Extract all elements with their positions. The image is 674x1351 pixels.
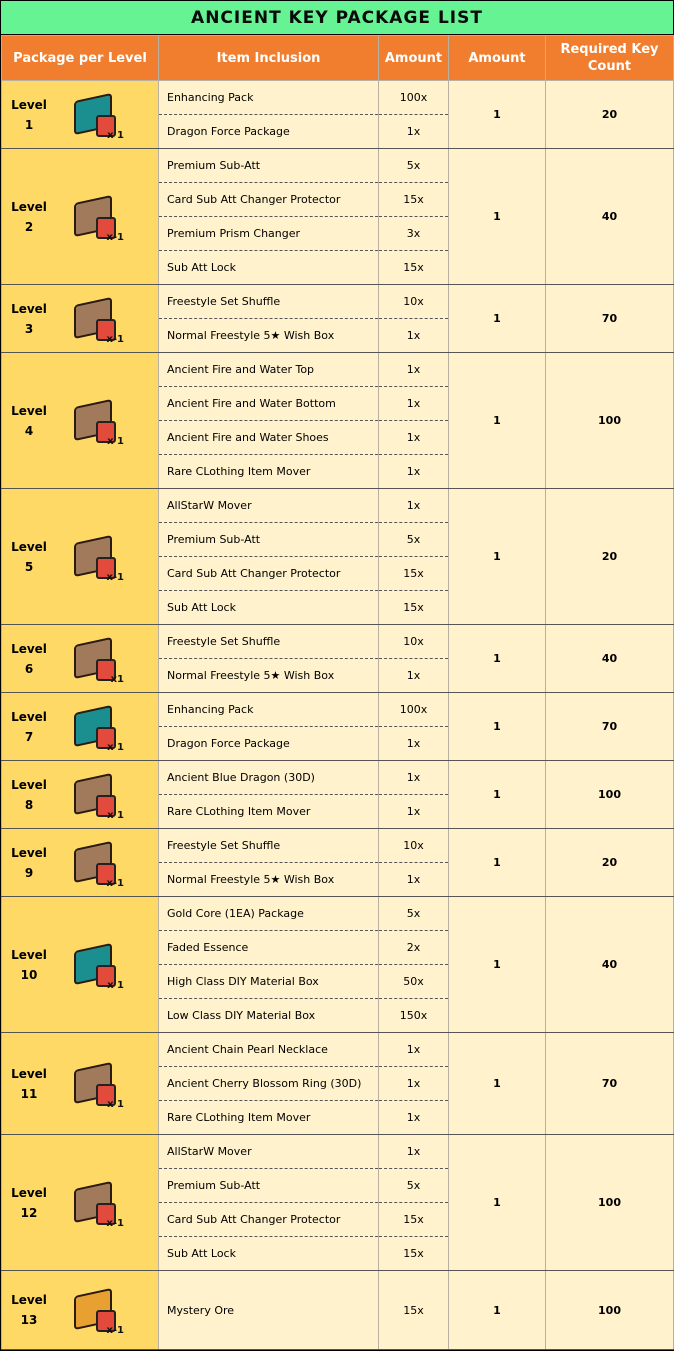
header-row [2,36,674,81]
gift-box-dragon-icon [66,769,122,821]
table-row [2,353,674,387]
item-amount: 5x [379,1169,449,1203]
level-cell [2,489,159,625]
item-amount: 1x [379,421,449,455]
gift-box-shield-icon [66,531,122,583]
item-amount: 1x [379,353,449,387]
item-amount: 1x [379,863,449,897]
quantity-badge: x-1 [106,333,124,345]
quantity-badge: x-1 [106,877,124,889]
level-cell [2,761,159,829]
item-amount: 15x [379,557,449,591]
item-amount: 15x [379,1203,449,1237]
level-cell [2,625,159,693]
item-amount: 50x [379,965,449,999]
item-amount: 1x [379,489,449,523]
item-name: Freestyle Set Shuffle [159,625,379,659]
ore-icon [66,1284,122,1336]
item-name: Dragon Force Package [159,727,379,761]
item-name: Card Sub Att Changer Protector [159,557,379,591]
required-key-count: 100 [546,761,674,829]
item-amount: 15x [379,183,449,217]
item-amount: 100x [379,81,449,115]
item-name: Rare CLothing Item Mover [159,795,379,829]
quantity-badge: x 1 [107,1098,124,1110]
header-item-inclusion: Item Inclusion [159,36,379,81]
item-amount: 3x [379,217,449,251]
item-name: Rare CLothing Item Mover [159,1101,379,1135]
level-label: Level 2 [11,199,47,234]
package-amount: 1 [449,285,546,353]
package-amount: 1 [449,149,546,285]
item-amount: 100x [379,693,449,727]
item-name: Premium Sub-Att [159,1169,379,1203]
quantity-badge: x 1 [107,435,124,447]
required-key-count: 20 [546,489,674,625]
item-name: Rare CLothing Item Mover [159,455,379,489]
item-name: Ancient Blue Dragon (30D) [159,761,379,795]
table-body [2,81,674,1350]
table-row [2,829,674,863]
item-amount: 1x [379,761,449,795]
table-row [2,1271,674,1350]
header-required-key-count: Required Key Count [546,36,674,81]
gift-box-flower-icon [66,1058,122,1110]
table-row [2,693,674,727]
required-key-count: 100 [546,353,674,489]
level-cell [2,285,159,353]
level-label: Level 7 [11,709,47,744]
item-amount: 150x [379,999,449,1033]
level-label: Level 13 [11,1293,47,1327]
quantity-badge: x 1 [107,979,124,991]
table-row [2,285,674,319]
gift-box-card-icon [66,633,122,685]
level-label: Level 1 [11,97,47,132]
item-name: Mystery Ore [159,1271,379,1350]
table-row [2,149,674,183]
table-row [2,897,674,931]
item-amount: 1x [379,1101,449,1135]
package-amount: 1 [449,1271,546,1350]
item-amount: 1x [379,727,449,761]
package-amount: 1 [449,693,546,761]
item-amount: 2x [379,931,449,965]
item-name: Freestyle Set Shuffle [159,829,379,863]
item-amount: 1x [379,115,449,149]
item-name: Sub Att Lock [159,1237,379,1271]
item-amount: 15x [379,251,449,285]
level-cell [2,1271,159,1350]
required-key-count: 70 [546,693,674,761]
item-amount: 10x [379,285,449,319]
gift-box-core-icon [66,939,122,991]
package-amount: 1 [449,625,546,693]
item-name: Freestyle Set Shuffle [159,285,379,319]
required-key-count: 20 [546,829,674,897]
level-label: Level 6 [11,641,47,676]
item-amount: 1x [379,1067,449,1101]
item-name: AllStarW Mover [159,1135,379,1169]
gift-box-costume-icon [66,395,122,447]
level-cell [2,1135,159,1271]
header-amount-total: Amount [449,36,546,81]
item-name: Normal Freestyle 5★ Wish Box [159,863,379,897]
item-name: High Class DIY Material Box [159,965,379,999]
package-amount: 1 [449,81,546,149]
quantity-badge: x 1 [107,809,124,821]
item-amount: 1x [379,795,449,829]
item-name: Ancient Fire and Water Bottom [159,387,379,421]
table-row [2,489,674,523]
level-cell [2,81,159,149]
gift-box-teal-icon [66,701,122,753]
table-row [2,1135,674,1169]
gift-box-teal-icon [66,89,122,141]
level-cell [2,693,159,761]
level-label: Level 10 [11,947,47,982]
item-name: AllStarW Mover [159,489,379,523]
package-amount: 1 [449,761,546,829]
item-name: Ancient Fire and Water Shoes [159,421,379,455]
item-name: Enhancing Pack [159,81,379,115]
item-amount: 1x [379,1135,449,1169]
item-name: Premium Prism Changer [159,217,379,251]
item-name: Gold Core (1EA) Package [159,897,379,931]
gift-box-shield-icon [66,1177,122,1229]
required-key-count: 70 [546,285,674,353]
item-amount: 1x [379,387,449,421]
required-key-count: 70 [546,1033,674,1135]
item-name: Card Sub Att Changer Protector [159,183,379,217]
quantity-badge: x-1 [106,1217,124,1229]
required-key-count: 40 [546,625,674,693]
item-name: Sub Att Lock [159,591,379,625]
required-key-count: 40 [546,149,674,285]
package-table [1,35,674,1350]
required-key-count: 20 [546,81,674,149]
quantity-badge: x 1 [107,129,124,141]
package-amount: 1 [449,353,546,489]
header-amount: Amount [379,36,449,81]
quantity-badge: x-1 [106,571,124,583]
table-row [2,1033,674,1067]
table-row [2,625,674,659]
level-cell [2,829,159,897]
item-name: Premium Sub-Att [159,523,379,557]
item-name: Enhancing Pack [159,693,379,727]
item-name: Normal Freestyle 5★ Wish Box [159,319,379,353]
quantity-badge: x 1 [107,741,124,753]
item-name: Dragon Force Package [159,115,379,149]
item-amount: 5x [379,897,449,931]
level-label: Level 12 [11,1185,47,1220]
table-row [2,761,674,795]
level-cell [2,149,159,285]
level-label: Level 3 [11,301,47,336]
level-label: Level 8 [11,777,47,812]
package-amount: 1 [449,489,546,625]
item-name: Faded Essence [159,931,379,965]
table-row [2,81,674,115]
level-label: Level 5 [11,539,47,574]
item-name: Ancient Cherry Blossom Ring (30D) [159,1067,379,1101]
item-name: Premium Sub-Att [159,149,379,183]
page-title: ANCIENT KEY PACKAGE LIST [1,1,673,34]
item-amount: 1x [379,319,449,353]
item-name: Low Class DIY Material Box [159,999,379,1033]
item-amount: 5x [379,149,449,183]
package-amount: 1 [449,897,546,1033]
item-name: Ancient Fire and Water Top [159,353,379,387]
required-key-count: 40 [546,897,674,1033]
quantity-badge: x-1 [106,231,124,243]
quantity-badge: x-1 [106,1325,124,1336]
gift-box-shield-icon [66,191,122,243]
item-name: Sub Att Lock [159,251,379,285]
level-cell [2,1033,159,1135]
item-amount: 5x [379,523,449,557]
required-key-count: 100 [546,1135,674,1271]
header-package-per-level: Package per Level [2,36,159,81]
item-name: Card Sub Att Changer Protector [159,1203,379,1237]
item-amount: 15x [379,1271,449,1350]
level-cell [2,897,159,1033]
item-amount: 1x [379,659,449,693]
package-amount: 1 [449,1033,546,1135]
item-amount: 15x [379,591,449,625]
item-amount: 10x [379,625,449,659]
item-amount: 10x [379,829,449,863]
level-cell [2,353,159,489]
level-label: Level 9 [11,845,47,880]
quantity-badge: x1 [110,673,124,685]
required-key-count: 100 [546,1271,674,1350]
package-amount: 1 [449,829,546,897]
item-name: Ancient Chain Pearl Necklace [159,1033,379,1067]
item-amount: 15x [379,1237,449,1271]
item-amount: 1x [379,455,449,489]
level-label: Level 11 [11,1066,47,1101]
package-amount: 1 [449,1135,546,1271]
level-label: Level 4 [11,403,47,438]
gift-box-card-icon [66,837,122,889]
item-name: Normal Freestyle 5★ Wish Box [159,659,379,693]
gift-box-card-icon [66,293,122,345]
item-amount: 1x [379,1033,449,1067]
